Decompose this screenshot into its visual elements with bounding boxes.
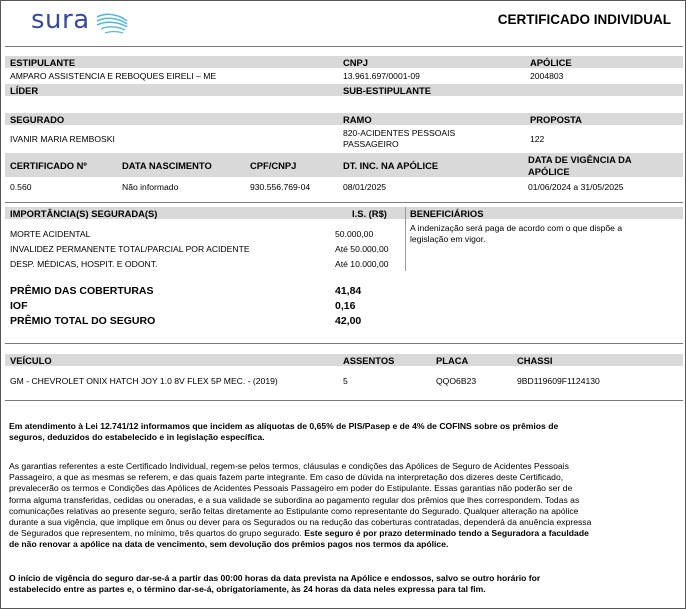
total-value: 41,84	[335, 285, 362, 297]
logo-waves-icon	[95, 11, 129, 37]
beneficiarios-label: BENEFICIÁRIOS	[410, 208, 484, 219]
terms-line: durante a sua vigência, que implique em ônus ou dever para os Segurados ou na redução das coberturas contratadas, dependerá da anuência expressa	[9, 517, 592, 528]
vigencia-notice-paragraph	[9, 573, 677, 595]
cnpj-value: 13.961.697/0001-09	[343, 71, 420, 81]
terms-line: Passageiro, a que as mesmas se referem, e das quais fazem parte integrante. Em caso de dúvida na interpretação dos dizeres deste Certificado,	[9, 472, 564, 483]
vigencia-notice-line: O início de vigência do seguro dar-se-á a partir das 00:00 horas da data prevista na Apólice e endossos, salvo se outro horário for	[9, 573, 541, 583]
terms-line: forma alguma transferidas, cedidas ou oneradas, e a sua validade se subordina ao pagamento regular dos prêmios que lhes correspondem. Todas as	[9, 494, 580, 505]
lider-label: LÍDER	[10, 85, 39, 96]
proposta-label: PROPOSTA	[530, 114, 582, 125]
document-title: CERTIFICADO INDIVIDUAL	[497, 12, 671, 27]
assentos-value: 5	[343, 376, 348, 386]
veiculo-label: VEÍCULO	[10, 355, 52, 366]
vigencia-label-line2: APÓLICE	[528, 166, 570, 177]
dt-inc-label: DT. INC. NA APÓLICE	[343, 160, 439, 171]
beneficiarios-text-line2: legislação em vigor.	[410, 234, 486, 244]
veiculo-value: GM - CHEVROLET ONIX HATCH JOY 1.0 8V FLEX 5P MEC. - (2019)	[10, 376, 278, 386]
terms-bold-tail: Este seguro é por prazo determinado tendo a Seguradora a faculdade	[301, 528, 589, 539]
terms-line-text: de Segurados que representem, no mínimo, três quartos do grupo segurado.	[9, 528, 302, 539]
total-label: IOF	[10, 300, 28, 312]
beneficiarios-text-line1: A indenização será paga de acordo com o que dispõe a	[410, 223, 623, 233]
segurado-value: IVANIR MARIA REMBOSKI	[10, 134, 115, 144]
vertical-divider	[405, 207, 406, 271]
estipulante-value: AMPARO ASSISTENCIA E REBOQUES EIRELI – ME	[10, 71, 217, 81]
chassi-label: CHASSI	[517, 355, 553, 366]
assentos-label: ASSENTOS	[343, 355, 395, 366]
terms-line: prevalecerão os termos e Condições das Apólices de Acidentes Pessoais Passageiro em poder do Estipulante. Essas garantias não poderão ser de	[9, 483, 573, 494]
terms-line-mixed	[9, 528, 677, 539]
total-value: 42,00	[335, 315, 362, 327]
vehicle-bottom-divider	[5, 400, 683, 401]
header-divider	[5, 46, 683, 47]
cnpj-label: CNPJ	[343, 57, 369, 68]
proposta-value: 122	[530, 134, 545, 144]
placa-label: PLACA	[436, 355, 469, 366]
coverage-top-divider	[5, 202, 683, 203]
tax-notice-line: seguros, deduzidos do estabelecido e in legislação específica.	[9, 432, 265, 443]
ramo-value-line2: PASSAGEIRO	[343, 139, 399, 149]
cpf-label: CPF/CNPJ	[250, 160, 297, 171]
apolice-label: APÓLICE	[530, 57, 572, 68]
ramo-label: RAMO	[343, 114, 372, 125]
chassi-value: 9BD119609F1124130	[517, 376, 600, 386]
data-nascimento-value: Não informado	[122, 182, 179, 192]
logo-text: sura	[31, 5, 90, 35]
total-label: PRÊMIO TOTAL DO SEGURO	[10, 315, 156, 327]
terms-line: As garantias referentes a este Certificado Individual, regem-se pelos termos, cláusulas e condições das Apólices de Seguro de Acidentes Pessoais	[9, 461, 569, 471]
placa-value: QQO6B23	[436, 376, 477, 386]
coverage-row-value: Até 10.000,00	[335, 259, 389, 269]
certificado-label: CERTIFICADO Nº	[10, 160, 87, 171]
ramo-value-line1: 820-ACIDENTES PESSOAIS	[343, 128, 456, 138]
vehicle-top-divider	[5, 343, 683, 344]
is-label: I.S. (R$)	[352, 208, 387, 219]
certificado-value: 0.560	[10, 182, 32, 192]
data-nascimento-label: DATA NASCIMENTO	[122, 160, 212, 171]
terms-paragraph	[9, 461, 677, 551]
cpf-value: 930.556.769-04	[250, 182, 311, 192]
vigencia-label-line1: DATA DE VIGÊNCIA DA	[528, 154, 632, 165]
coverage-row-name: DESP. MÉDICAS, HOSPIT. E ODONT.	[10, 259, 158, 269]
sub-estipulante-label: SUB-ESTIPULANTE	[343, 85, 432, 96]
coverage-row-name: INVALIDEZ PERMANENTE TOTAL/PARCIAL POR ACIDENTE	[10, 244, 250, 254]
vigencia-value: 01/06/2024 a 31/05/2025	[528, 182, 624, 192]
estipulante-label: ESTIPULANTE	[10, 57, 76, 68]
coverage-header-label: IMPORTÂNCIA(S) SEGURADA(S)	[10, 208, 158, 219]
tax-notice-line: Em atendimento à Lei 12.741/12 informamos que incidem as alíquotas de 0,65% de PIS/Pasep e de 4% de COFINS sobre os prêmios de	[9, 421, 559, 431]
terms-line: comunicações relativas ao presente seguro, serão feitas diretamente ao Estipulante como representante do Segurado. Qualquer alteração na apólice	[9, 505, 579, 516]
total-value: 0,16	[335, 300, 356, 312]
dt-inc-value: 08/01/2025	[343, 182, 387, 192]
total-label: PRÊMIO DAS COBERTURAS	[10, 285, 154, 297]
vigencia-notice-line: estabelecido entre as partes e, o término dar-se-á, obrigatoriamente, às 24 horas da data neles expressa para tal fim.	[9, 584, 486, 595]
coverage-row-name: MORTE ACIDENTAL	[10, 229, 91, 239]
terms-bold-line: de não renovar a apólice na data de vencimento, sem devolução dos prêmios pagos nos termos da apólice.	[9, 539, 449, 550]
tax-notice-paragraph	[9, 421, 677, 443]
coverage-row-value: 50.000,00	[335, 229, 374, 239]
segurado-label: SEGURADO	[10, 114, 65, 125]
apolice-value: 2004803	[530, 71, 564, 81]
coverage-row-value: Até 50.000,00	[335, 244, 389, 254]
sura-logo	[31, 7, 131, 39]
